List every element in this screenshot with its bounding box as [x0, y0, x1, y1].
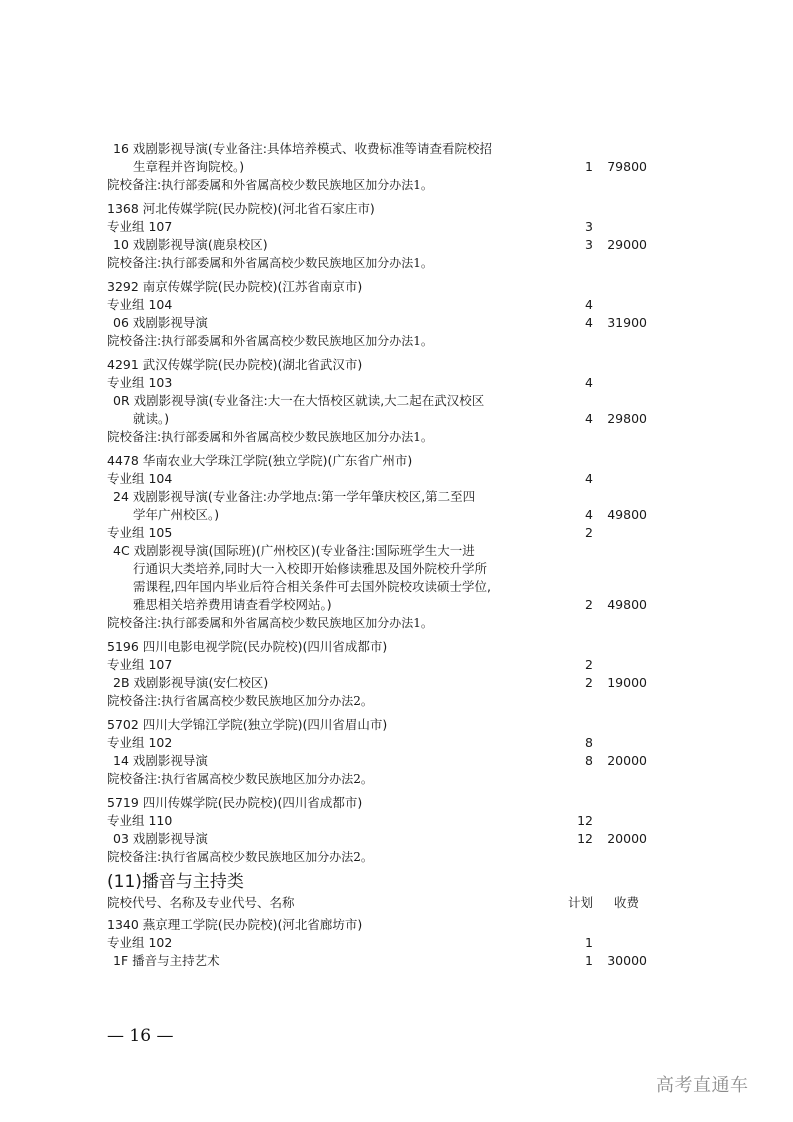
- school-block: [107, 916, 647, 970]
- group-plan: 1: [585, 935, 593, 950]
- major-name: 戏剧影视导演: [132, 753, 208, 768]
- major-fee: 31900: [607, 315, 647, 330]
- major-code: 24: [113, 489, 129, 504]
- school-note: 院校备注:执行省属高校少数民族地区加分办法2。: [107, 693, 373, 708]
- group-line: [107, 374, 647, 392]
- major-fee: 30000: [607, 953, 647, 968]
- major-name: 戏剧影视导演(安仁校区): [133, 675, 269, 690]
- school-block: [107, 200, 647, 272]
- group-plan: 2: [585, 525, 593, 540]
- major-line: [107, 392, 647, 410]
- major-name-cont: 生章程并咨询院校。): [133, 159, 245, 174]
- school-block: [107, 794, 647, 866]
- major-code: 06: [113, 315, 129, 330]
- major-fee: 19000: [607, 675, 647, 690]
- major-name: 戏剧影视导演(专业备注:大一在大悟校区就读,大二起在武汉校区: [133, 393, 485, 408]
- major-line: [107, 488, 647, 506]
- major-plan: 2: [585, 597, 593, 612]
- major-name: 戏剧影视导演(鹿泉校区): [132, 237, 268, 252]
- major-name: 戏剧影视导演: [132, 315, 208, 330]
- school-note: 院校备注:执行部委属和外省属高校少数民族地区加分办法1。: [107, 333, 433, 348]
- major-fee: 29800: [607, 411, 647, 426]
- major-fee: 49800: [607, 597, 647, 612]
- major-name: 戏剧影视导演(专业备注:具体培养模式、收费标准等请查看院校招: [132, 141, 492, 156]
- major-name: 戏剧影视导演(专业备注:办学地点:第一学年肇庆校区,第二至四: [132, 489, 476, 504]
- school-note: 院校备注:执行省属高校少数民族地区加分办法2。: [107, 849, 373, 864]
- group-plan: 4: [585, 297, 593, 312]
- major-line: [107, 952, 647, 970]
- note-text: 执行部委属和外省属高校少数民族地区加分办法1。: [161, 178, 433, 192]
- group-line: [107, 734, 647, 752]
- continuation-block: [107, 140, 647, 194]
- major-name: 戏剧影视导演: [132, 831, 208, 846]
- group-label: 专业组 110: [107, 813, 173, 828]
- group-line: [107, 296, 647, 314]
- group-line: [107, 470, 647, 488]
- school-block: [107, 278, 647, 350]
- column-header-plan: 计划: [567, 895, 593, 910]
- major-fee: 79800: [607, 159, 647, 174]
- major-fee: 20000: [607, 831, 647, 846]
- group-line: [107, 656, 647, 674]
- major-plan: 4: [585, 315, 593, 330]
- group-line: [107, 934, 647, 952]
- major-code: 1F: [113, 953, 129, 968]
- school-header: 3292 南京传媒学院(民办院校)(江苏省南京市): [107, 279, 363, 294]
- column-header-fee: 收费: [613, 895, 639, 910]
- school-block: [107, 716, 647, 788]
- group-plan: 12: [577, 813, 593, 828]
- major-line-cont: 需课程,四年国内毕业后符合相关条件可去国外院校攻读硕士学位,: [133, 579, 491, 594]
- major-plan: 3: [585, 237, 593, 252]
- column-header-row: [107, 894, 647, 912]
- major-fee: 49800: [607, 507, 647, 522]
- note-label: 院校备注:: [107, 177, 162, 192]
- major-name: 播音与主持艺术: [132, 953, 220, 968]
- major-line-cont: 雅思相关培养费用请查看学校网站。) 2 49800: [133, 597, 647, 612]
- school-header: 1368 河北传媒学院(民办院校)(河北省石家庄市): [107, 201, 375, 216]
- major-plan: 4: [585, 411, 593, 426]
- school-note: 院校备注:执行省属高校少数民族地区加分办法2。: [107, 771, 373, 786]
- group-line: [107, 524, 647, 542]
- document-page: [107, 140, 647, 970]
- major-code: 4C: [113, 543, 130, 558]
- group-label: 专业组 105: [107, 525, 173, 540]
- school-header: 5702 四川大学锦江学院(独立学院)(四川省眉山市): [107, 717, 388, 732]
- group-plan: 4: [585, 375, 593, 390]
- school-header: 4478 华南农业大学珠江学院(独立学院)(广东省广州市): [107, 453, 413, 468]
- major-line: [107, 542, 647, 560]
- group-label: 专业组 102: [107, 935, 173, 950]
- group-label: 专业组 107: [107, 657, 173, 672]
- major-code: 14: [113, 753, 129, 768]
- major-code: 10: [113, 237, 129, 252]
- major-line: [107, 314, 647, 332]
- major-line: [107, 674, 647, 692]
- group-label: 专业组 104: [107, 297, 173, 312]
- major-line-cont: 就读。) 4 29800: [133, 411, 647, 426]
- group-label: 专业组 104: [107, 471, 173, 486]
- group-plan: 4: [585, 471, 593, 486]
- major-plan: 2: [585, 675, 593, 690]
- school-note: 院校备注:执行部委属和外省属高校少数民族地区加分办法1。: [107, 615, 433, 630]
- school-block: [107, 356, 647, 446]
- school-header: 1340 燕京理工学院(民办院校)(河北省廊坊市): [107, 917, 363, 932]
- watermark: 高考直通车: [656, 1075, 749, 1096]
- major-line: [107, 140, 647, 158]
- school-note: [107, 176, 647, 194]
- group-label: 专业组 103: [107, 375, 173, 390]
- major-plan: 12: [577, 831, 593, 846]
- major-fee: 20000: [607, 753, 647, 768]
- major-line: [107, 752, 647, 770]
- column-header-name: 院校代号、名称及专业代号、名称: [107, 895, 295, 910]
- section-title: (11)播音与主持类: [107, 872, 244, 892]
- major-plan: 1: [585, 159, 593, 174]
- major-line: [107, 236, 647, 254]
- major-code: 16: [113, 141, 129, 156]
- school-block: [107, 452, 647, 632]
- school-header: 4291 武汉传媒学院(民办院校)(湖北省武汉市): [107, 357, 363, 372]
- group-plan: 2: [585, 657, 593, 672]
- group-label: 专业组 102: [107, 735, 173, 750]
- major-line-cont: [107, 158, 647, 176]
- school-header: 5719 四川传媒学院(民办院校)(四川省成都市): [107, 795, 363, 810]
- major-line: [107, 830, 647, 848]
- school-block: [107, 638, 647, 710]
- page-number: — 16 —: [107, 1026, 174, 1046]
- school-header: 5196 四川电影电视学院(民办院校)(四川省成都市): [107, 639, 388, 654]
- group-line: [107, 812, 647, 830]
- school-note: 院校备注:执行部委属和外省属高校少数民族地区加分办法1。: [107, 255, 433, 270]
- major-plan: 1: [585, 953, 593, 968]
- major-fee: 29000: [607, 237, 647, 252]
- major-line-cont: 行通识大类培养,同时大一入校即开始修读雅思及国外院校升学所: [133, 561, 487, 576]
- major-code: 0R: [113, 393, 130, 408]
- group-line: [107, 218, 647, 236]
- group-plan: 8: [585, 735, 593, 750]
- major-name: 戏剧影视导演(国际班)(广州校区)(专业备注:国际班学生大一进: [133, 543, 475, 558]
- group-plan: 3: [585, 219, 593, 234]
- group-label: 专业组 107: [107, 219, 173, 234]
- major-plan: 8: [585, 753, 593, 768]
- school-note: 院校备注:执行部委属和外省属高校少数民族地区加分办法1。: [107, 429, 433, 444]
- major-plan: 4: [585, 507, 593, 522]
- major-code: 2B: [113, 675, 130, 690]
- major-line-cont: 学年广州校区。) 4 49800: [133, 507, 647, 522]
- major-code: 03: [113, 831, 129, 846]
